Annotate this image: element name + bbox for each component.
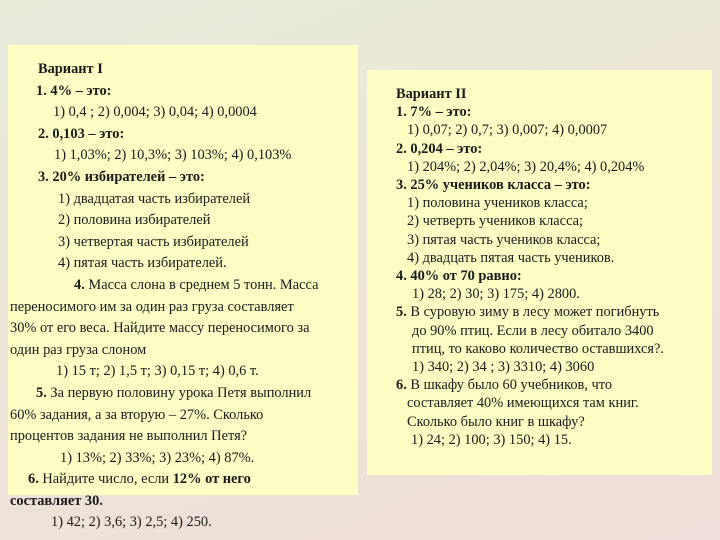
v2-question-6-cont-1: составляет 40% имеющихся там книг. [407, 395, 639, 412]
v1-answer-3-4: 4) пятая часть избирателей. [58, 255, 227, 272]
v1-question-4: 4. Масса слона в среднем 5 тонн. Масса [74, 276, 319, 293]
variant-1-content [8, 59, 358, 534]
v2-question-1: 1. 7% – это: [396, 104, 472, 121]
variant-1-title: Вариант I [38, 61, 103, 77]
v1-question-6: 6. Найдите число, если 12% от него [28, 471, 251, 488]
v2-question-6: 6. В шкафу было 60 учебников, что [396, 377, 613, 394]
v1-answers-4: 1) 15 т; 2) 1,5 т; 3) 0,15 т; 4) 0,6 т. [56, 363, 259, 380]
v1-question-3: 3. 20% избирателей – это: [38, 168, 205, 185]
variant-2-title: Вариант II [396, 86, 467, 102]
v1-answer-3-1: 1) двадцатая часть избирателей [58, 190, 251, 207]
v2-answers-1: 1) 0,07; 2) 0,7; 3) 0,007; 4) 0,0007 [407, 122, 608, 139]
v1-answers-1: 1) 0,4 ; 2) 0,004; 3) 0,04; 4) 0,0004 [53, 104, 257, 121]
v2-question-2: 2. 0,204 – это: [396, 140, 483, 157]
v2-question-5: 5. В суровую зиму в лесу может погибнуть [396, 304, 660, 321]
v1-answer-3-3: 3) четвертая часть избирателей [58, 233, 249, 250]
v1-question-5: 5. За первую половину урока Петя выполнил [36, 384, 312, 401]
v1-question-6-cont: составляет 30. [10, 492, 103, 509]
v1-question-2: 2. 0,103 – это: [38, 125, 125, 142]
v2-question-5-cont-2: птиц, то каково количество оставшихся?. [412, 340, 665, 357]
v1-question-5-cont-1: 60% задания, а за вторую – 27%. Сколько [10, 406, 264, 423]
v2-question-6-cont-2: Сколько было книг в шкафу? [407, 413, 585, 430]
v2-answer-3-2: 2) четверть учеников класса; [407, 213, 584, 230]
v1-question-1: 1. 4% – это: [36, 82, 112, 99]
v2-answer-3-1: 1) половина учеников класса; [407, 195, 588, 212]
variant-1-card [8, 45, 358, 531]
v2-answers-5: 1) 340; 2) 34 ; 3) 3310; 4) 3060 [412, 359, 595, 376]
variant-2-content [367, 85, 712, 449]
v1-answers-2: 1) 1,03%; 2) 10,3%; 3) 103%; 4) 0,103% [54, 147, 292, 164]
v1-question-4-cont-3: один раз груза слоном [10, 341, 147, 358]
v2-answer-3-3: 3) пятая часть учеников класса; [407, 231, 601, 248]
v2-question-4: 4. 40% от 70 равно: [396, 268, 522, 285]
variant-2-card [367, 70, 712, 475]
v1-question-4-cont-1: переносимого им за один раз груза составляет [10, 298, 294, 315]
v1-answers-6: 1) 42; 2) 3,6; 3) 2,5; 4) 250. [51, 514, 212, 531]
v2-answers-4: 1) 28; 2) 30; 3) 175; 4) 2800. [412, 286, 580, 303]
v2-answers-2: 1) 204%; 2) 2,04%; 3) 20,4%; 4) 0,204% [407, 158, 645, 175]
v2-answers-6: 1) 24; 2) 100; 3) 150; 4) 15. [411, 431, 572, 448]
v2-question-3: 3. 25% учеников класса – это: [396, 177, 591, 194]
v1-answer-3-2: 2) половина избирателей [58, 212, 211, 229]
v1-answers-5: 1) 13%; 2) 33%; 3) 23%; 4) 87%. [60, 449, 255, 466]
v1-question-5-cont-2: процентов задания не выполнил Петя? [10, 428, 248, 445]
v2-answer-3-4: 4) двадцать пятая часть учеников. [407, 249, 615, 266]
v1-question-4-cont-2: 30% от его веса. Найдите массу переносимого за [10, 320, 310, 337]
v2-question-5-cont-1: до 90% птиц. Если в лесу обитало 3400 [412, 322, 654, 339]
